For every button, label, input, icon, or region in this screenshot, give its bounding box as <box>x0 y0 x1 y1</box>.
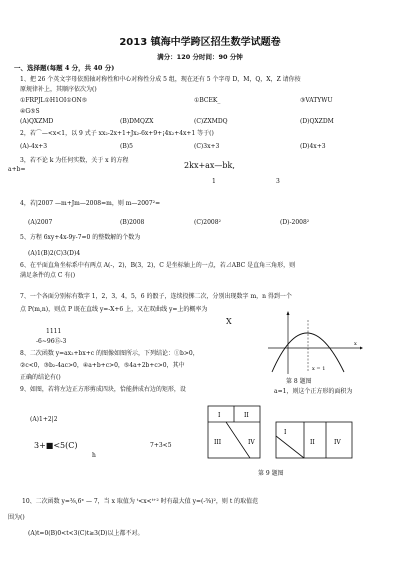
question-6-text: 6、在平面直角坐标系中有两点 A(-，2)，B(3，2)，C 是坐标轴上的一点，若⊿ABC 是直角三角形，则 <box>20 262 296 269</box>
svg-text:I: I <box>218 412 221 419</box>
question-7-fractions: 1111 <box>46 328 62 335</box>
svg-text:II: II <box>310 439 315 446</box>
q1-option-a: (A)QXZMD <box>20 118 54 125</box>
question-3-text: 3，若不论 k 为任何实数，关于 x 的方程 <box>20 157 129 164</box>
q4-option-b: (B)2008 <box>120 219 145 226</box>
q5-options: (A)1(B)2(C)3(D)4 <box>28 250 81 257</box>
question-3-expression: 2kx+ax—bk, <box>184 161 235 170</box>
question-3-fraction-2: 3 <box>276 178 280 185</box>
figure-8-caption: 第 8 题图 <box>286 378 312 385</box>
figure-9-caption: 第 9 题图 <box>258 470 284 477</box>
question-8-text-3: 正确的结论有() <box>20 374 61 381</box>
q1-group-4: ④G⑤S <box>20 108 40 115</box>
question-8-text-2: ②c<0，③b₂-4ac>0，④a+b+c>0，⑤4a+2b+c>0，其中 <box>20 362 185 369</box>
question-8-text: 8、二次函数 y=ax₂+bx+c 的图像如图所示，下列结论：①b>0， <box>20 350 199 357</box>
question-7-x: X <box>226 317 232 326</box>
question-9-text-right: a=1，则这个正方形的面积为 <box>274 388 353 395</box>
question-3-fraction-1: 1 <box>212 178 216 185</box>
q1-group-3: ③VATYWU <box>300 97 333 104</box>
question-10-text: 10、二次函数 y=⅜,6ˣ — 7，当 x 取值为 ᵗ<x<ᵗ⁺² 时有最大值 y=(-⅜)²，则 t 的取值范 <box>22 498 259 505</box>
q2-option-b: (B)5 <box>120 143 133 150</box>
question-1-text-cont: 原规律补上，其顺序依次为() <box>20 86 97 93</box>
question-9-text: 9、如图，若将左边正方形剪成四块，恰能拼成右边的矩形，设 <box>20 386 186 393</box>
question-7-text: 7、一个各面分别标有数字 1，2，3，4，5，6 的骰子，连续投掷二次，分别出现数字 m，n 得到一个 <box>20 293 292 300</box>
figure-8-parabola <box>264 310 364 376</box>
q4-option-d: (D)-2008² <box>280 219 310 226</box>
q4-option-a: (A)2007 <box>28 219 53 226</box>
svg-text:I: I <box>284 429 287 436</box>
svg-text:IV: IV <box>334 439 341 446</box>
q1-option-c: (C)ZXMDQ <box>194 118 228 125</box>
q4-option-c: (C)2008² <box>194 219 221 226</box>
q2-option-a: (A)-4x+3 <box>20 143 48 150</box>
svg-text:x = 1: x = 1 <box>312 366 326 372</box>
svg-text:II: II <box>244 412 249 419</box>
q2-option-d: (D)4x+3 <box>300 143 326 150</box>
question-10-text-cont: 围为() <box>8 514 25 521</box>
question-4-text: 4，若|2007 —m+Jm—2008=m，则 m—2007²= <box>20 200 161 207</box>
svg-text:x: x <box>354 341 357 347</box>
question-7-text-cont: 点 P(m,n)，则点 P 既在直线 y=-X+6 上，又在双曲线 y=上的概率为 <box>20 306 208 313</box>
page-title: 2013 镇海中学跨区招生数学试题卷 <box>119 37 281 48</box>
exam-info: 满分：120 分时间：90 分钟 <box>157 53 243 61</box>
q7-options: -6~96⑮-3 <box>36 338 67 345</box>
q1-group-2: ①BCEK_ <box>194 97 221 104</box>
question-5-text: 5、方程 6xy+4x-9y-7=0 的整数解的个数为 <box>20 234 141 241</box>
q9-option-d: 7+3<5 <box>150 442 172 449</box>
question-6-text-cont: 满足条件的点 C 有() <box>20 272 76 279</box>
q1-group-1: ①FRPJL①H1OI①ON⑤ <box>20 97 88 104</box>
question-2-text: 2，若⌒—<x<1，以 9 式子 xx₂-2x+1+Jx₂-6x+9+¡4x₂+4x+1 等于() <box>20 130 214 137</box>
q1-option-b: (B)DMQZX <box>120 118 154 125</box>
svg-text:III: III <box>214 439 222 446</box>
q1-option-d: (D)QXZDM <box>300 118 334 125</box>
figure-9-square-rectangle <box>206 404 356 466</box>
svg-text:IV: IV <box>248 439 255 446</box>
q9-option-a: (A)1+2|2 <box>30 416 58 423</box>
q9-option-h: h <box>92 452 96 459</box>
q10-options: (A)t=0(B)0<t<3(C)t≥3(D)以上都不对。 <box>28 530 144 537</box>
question-1-text: 1、把 26 个英文字母依照轴对称性和中心对称性分成 5 组，现在还有 5 个字母 D，M，Q，X，Z 请你按 <box>20 76 301 83</box>
q2-option-c: (C)3x+3 <box>194 143 220 150</box>
q9-option-c: 3+■<5(C) <box>34 441 78 450</box>
question-3-answer-label: a+b= <box>8 166 26 173</box>
section-heading: 一、选择题(每题 4 分，共 40 分) <box>14 64 115 72</box>
